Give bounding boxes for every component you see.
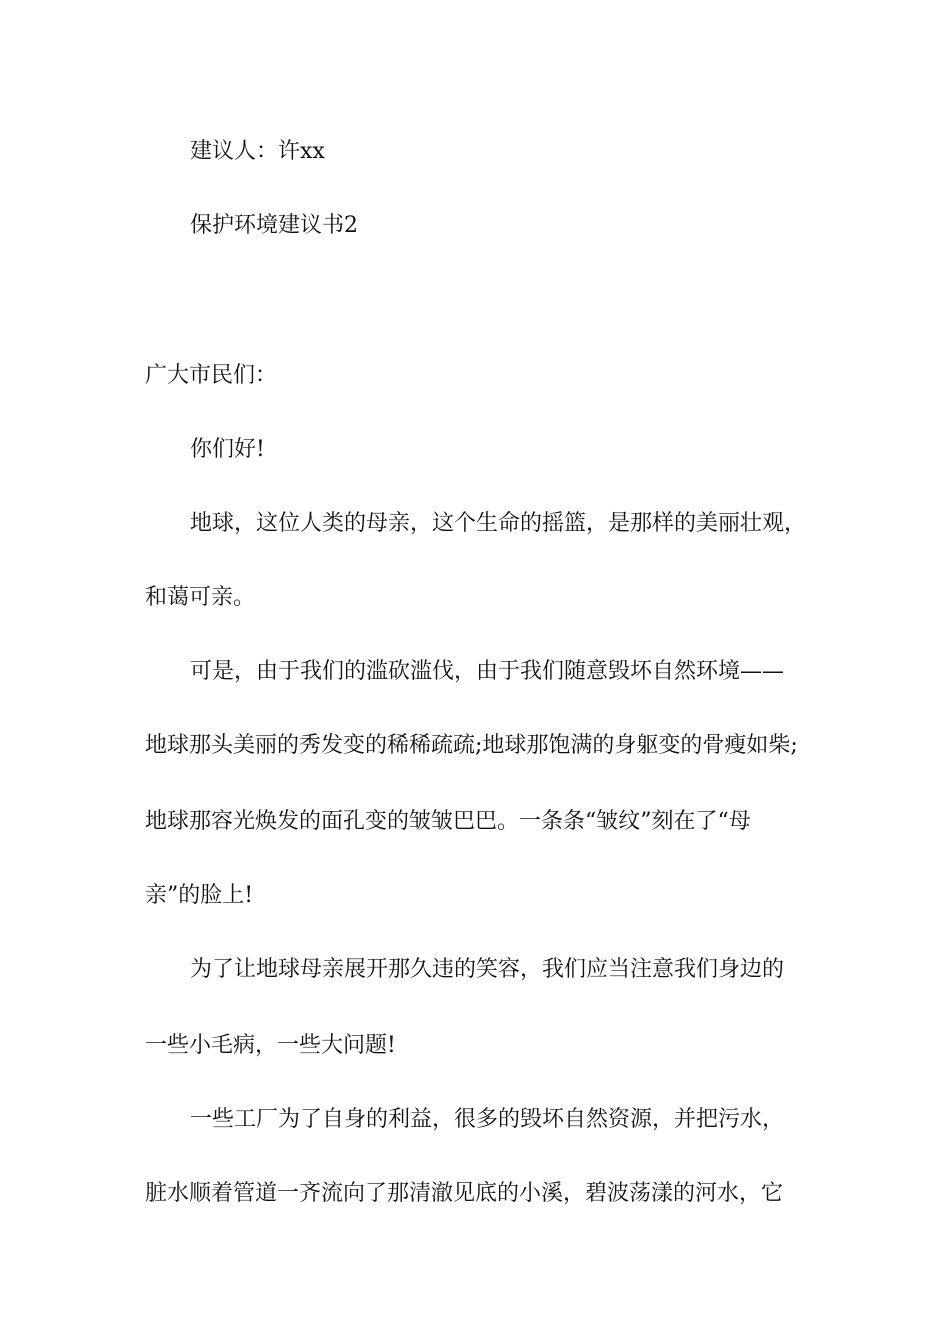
paragraph-line: 地球那头美丽的秀发变的稀稀疏疏;地球那饱满的身躯变的骨瘦如柴;: [145, 733, 798, 758]
paragraph-line: 亲”的脸上!: [145, 883, 254, 908]
paragraph-line: 可是，由于我们的滥砍滥伐，由于我们随意毁坏自然环境——: [190, 659, 785, 684]
paragraph-line: 地球那容光焕发的面孔变的皱皱巴巴。一条条“皱纹”刻在了“母: [145, 809, 751, 834]
paragraph-line: 为了让地球母亲展开那久违的笑容，我们应当注意我们身边的: [190, 957, 785, 982]
proposer-line: 建议人：许xx: [190, 139, 325, 164]
salutation: 广大市民们：: [145, 363, 278, 388]
paragraph-line: 一些工厂为了自身的利益，很多的毁坏自然资源，并把污水，: [190, 1107, 785, 1132]
paragraph-line: 地球，这位人类的母亲，这个生命的摇篮，是那样的美丽壮观，: [190, 511, 807, 536]
paragraph-line: 脏水顺着管道一齐流向了那清澈见底的小溪，碧波荡漾的河水，它: [145, 1181, 784, 1206]
greeting: 你们好!: [190, 437, 265, 462]
document-title: 保护环境建议书2: [190, 213, 358, 238]
paragraph-line: 一些小毛病，一些大问题!: [145, 1033, 396, 1058]
paragraph-line: 和蔼可亲。: [145, 585, 256, 610]
